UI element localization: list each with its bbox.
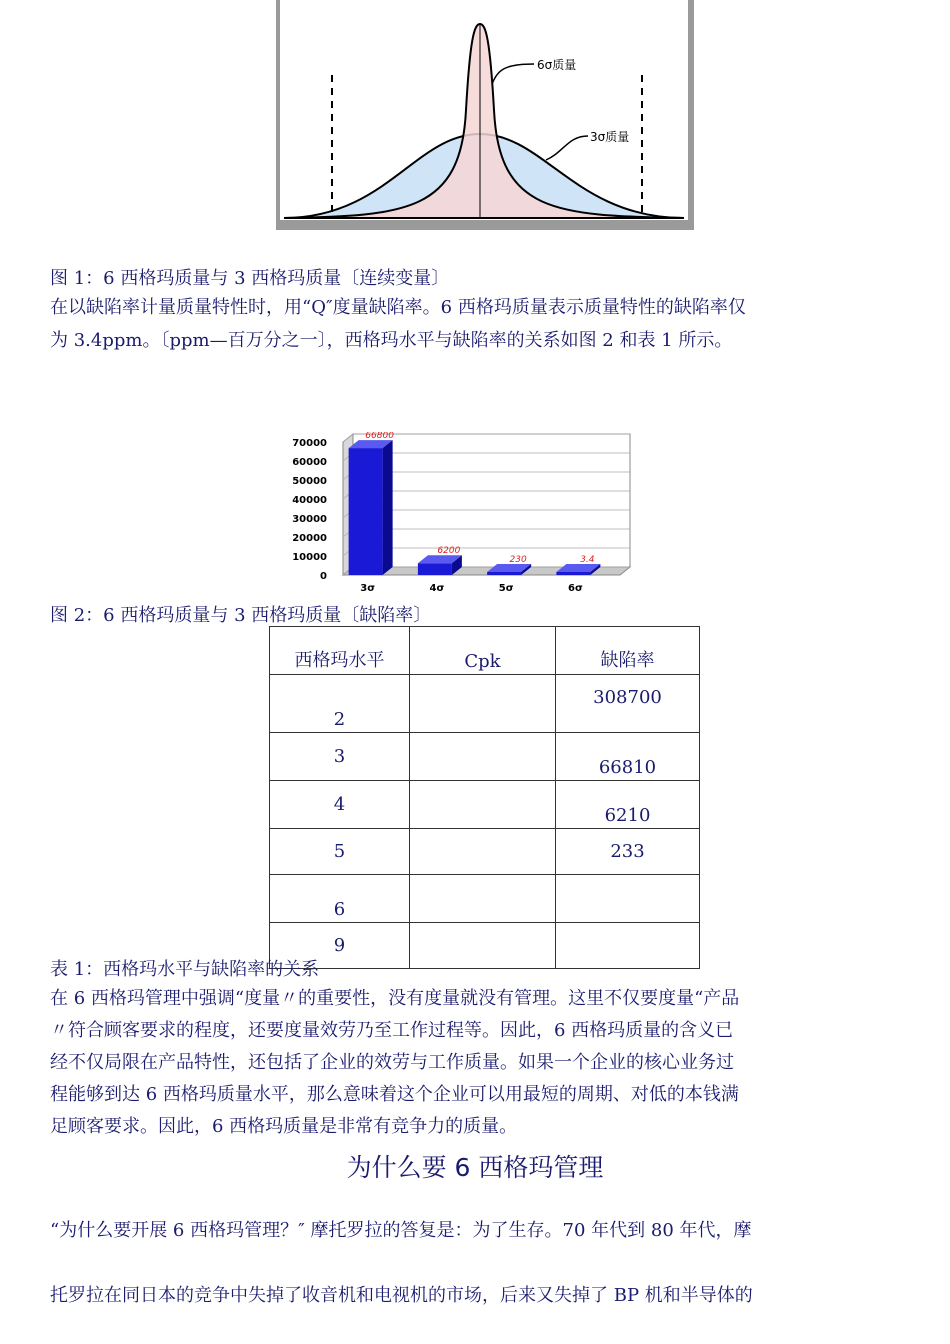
label-3sigma: 3σ质量 <box>590 130 630 144</box>
table-cell <box>556 923 700 969</box>
chart-y-tick-label: 60000 <box>292 457 327 468</box>
chart-x-tick-label: 3σ <box>360 583 375 594</box>
chart-bar <box>556 572 590 575</box>
table-cell: 5 <box>270 829 410 875</box>
table-header: 缺陷率 <box>556 627 700 675</box>
table-cell <box>410 829 556 875</box>
table-cell <box>410 781 556 829</box>
figure2-caption: 图 2：6 西格玛质量与 3 西格玛质量〔缺陷率〕 <box>50 605 432 626</box>
table-cell: 6210 <box>556 781 700 829</box>
chart-data-label: 6200 <box>437 546 461 557</box>
table-cell <box>410 875 556 923</box>
sigma-defect-table <box>269 626 700 969</box>
table-cell: 9 <box>270 923 410 969</box>
chart-x-tick-label: 5σ <box>498 583 514 594</box>
chart-y-tick-label: 70000 <box>292 438 327 449</box>
chart-y-tick-label: 50000 <box>292 476 327 487</box>
chart-data-label: 66800 <box>365 432 394 442</box>
paragraph-line: 程能够到达 6 西格玛质量水平，那么意味着这个企业可以用最短的周期、对低的本钱满 <box>50 1084 739 1105</box>
chart-bar <box>418 563 452 575</box>
table-cell <box>410 733 556 781</box>
chart-data-label: 3.4 <box>580 555 595 565</box>
defect-rate-chart <box>285 432 635 602</box>
chart-y-tick-label: 10000 <box>292 552 327 563</box>
table-cell: 233 <box>556 829 700 875</box>
chart-x-tick-label: 6σ <box>568 583 583 594</box>
table-cell <box>410 675 556 733</box>
chart-y-tick-label: 20000 <box>292 533 327 544</box>
paragraph-line: 为 3.4ppm。〔ppm—百万分之一〕，西格玛水平与缺陷率的关系如图 2 和表 1 所示。 <box>50 330 733 351</box>
table1-caption: 表 1：西格玛水平与缺陷率的关系 <box>50 959 320 980</box>
paragraph-line: 在 6 西格玛管理中强调“度量〃的重要性，没有度量就没有管理。这里不仅要度量“产品 <box>50 988 740 1009</box>
chart-back-wall <box>353 434 630 567</box>
table-header-row <box>270 627 700 675</box>
paragraph-line: “为什么要开展 6 西格玛管理？″ 摩托罗拉的答复是：为了生存。70 年代到 80 年代，摩 <box>50 1220 752 1241</box>
paragraph-line: 在以缺陷率计量质量特性时，用“Q″度量缺陷率。6 西格玛质量表示质量特性的缺陷率仅 <box>50 297 746 318</box>
chart-bar-side <box>383 440 393 575</box>
table-row <box>270 781 700 829</box>
table-row <box>270 923 700 969</box>
table-row <box>270 829 700 875</box>
label-6sigma: 6σ质量 <box>537 58 577 72</box>
paragraph-line: 经不仅局限在产品特性，还包括了企业的效劳与工作质量。如果一个企业的核心业务过 <box>50 1052 734 1073</box>
table-cell <box>556 875 700 923</box>
table-cell: 66810 <box>556 733 700 781</box>
table-cell: 4 <box>270 781 410 829</box>
chart-bar <box>487 572 521 575</box>
figure1-caption: 图 1：6 西格玛质量与 3 西格玛质量〔连续变量〕 <box>50 268 450 289</box>
chart-y-tick-label: 40000 <box>292 495 327 506</box>
table-cell <box>410 923 556 969</box>
table-row <box>270 733 700 781</box>
chart-data-label: 230 <box>509 555 527 565</box>
paragraph-line: 托罗拉在同日本的竞争中失掉了收音机和电视机的市场，后来又失掉了 BP 机和半导体的 <box>50 1285 753 1306</box>
table-header: 西格玛水平 <box>270 627 410 675</box>
section-heading: 为什么要 6 西格玛管理 <box>346 1153 604 1182</box>
chart-y-tick-label: 30000 <box>292 514 327 525</box>
distribution-figure <box>276 0 694 230</box>
table-cell: 2 <box>270 675 410 733</box>
chart-bar <box>349 448 383 575</box>
paragraph-line: 足顾客要求。因此，6 西格玛质量是非常有竞争力的质量。 <box>50 1116 518 1137</box>
table-cell: 6 <box>270 875 410 923</box>
table-cell: 308700 <box>556 675 700 733</box>
table-cell: 3 <box>270 733 410 781</box>
paragraph-line: 〃符合顾客要求的程度，还要度量效劳乃至工作过程等。因此，6 西格玛质量的含义已 <box>50 1020 734 1041</box>
table-row <box>270 875 700 923</box>
table-row <box>270 675 700 733</box>
chart-x-tick-label: 4σ <box>429 583 445 594</box>
table-header: Cpk <box>410 627 556 675</box>
chart-y-tick-label: 0 <box>320 571 327 582</box>
